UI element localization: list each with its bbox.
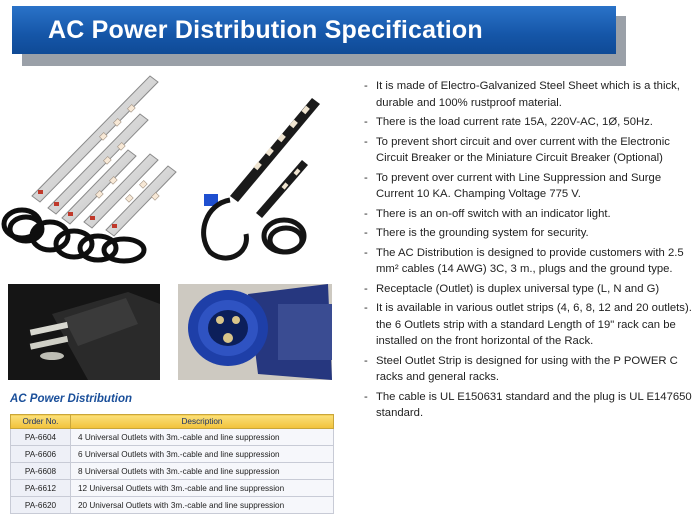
description-cell: 20 Universal Outlets with 3m.-cable and line suppression: [71, 497, 334, 514]
us-plug-photo: [8, 284, 160, 380]
product-table: [10, 414, 334, 514]
table-row: [11, 463, 334, 480]
spec-item: - It is made of Electro-Galvanized Steel Sheet which is a thick, durable and 100% rustproof material.: [362, 78, 696, 111]
order-no-header: Order No.: [11, 415, 71, 429]
description-cell: 6 Universal Outlets with 3m.-cable and line suppression: [71, 446, 334, 463]
spec-item: - Steel Outlet Strip is designed for using with the P POWER C racks and general racks.: [362, 353, 696, 386]
description-header: Description: [71, 415, 334, 429]
spec-item: - There is an on-off switch with an indicator light.: [362, 206, 696, 223]
table-row: [11, 497, 334, 514]
table-row: [11, 480, 334, 497]
vertical-pdu-photo: [186, 94, 332, 264]
table-header-row: [11, 415, 334, 429]
spec-item: - To prevent over current with Line Suppression and Surge Current 10 KA. Champing Voltage 775 V.: [362, 170, 696, 203]
table-row: [11, 446, 334, 463]
description-cell: 8 Universal Outlets with 3m.-cable and line suppression: [71, 463, 334, 480]
iec-plug-photo: [178, 284, 332, 380]
outlet-strip-photo: [0, 74, 180, 264]
order-no-cell: PA-6604: [11, 429, 71, 446]
spec-item: - It is available in various outlet strips (4, 6, 8, 12 and 20 outlets). the 6 Outlets strip with a standard Length of 19" rack can be installed on the front horizontal of the Rack.: [362, 300, 696, 350]
table-row: [11, 429, 334, 446]
spec-item: - The cable is UL E150631 standard and the plug is UL E147650 standard.: [362, 389, 696, 422]
spec-item: - There is the grounding system for security.: [362, 225, 696, 242]
table-title: AC Power Distribution: [10, 393, 133, 405]
order-no-cell: PA-6612: [11, 480, 71, 497]
description-cell: 12 Universal Outlets with 3m.-cable and line suppression: [71, 480, 334, 497]
spec-item: - The AC Distribution is designed to provide customers with 2.5 mm² cables (14 AWG) 3C, 3 m., plugs and the ground type.: [362, 245, 696, 278]
header-banner: [12, 6, 616, 54]
spec-item: - To prevent short circuit and over current with the Electronic Circuit Breaker or the Miniature Circuit Breaker (Optional): [362, 134, 696, 167]
page-title: AC Power Distribution Specification: [48, 15, 483, 44]
spec-item: - There is the load current rate 15A, 220V-AC, 1Ø, 50Hz.: [362, 114, 696, 131]
spec-item: - Receptacle (Outlet) is duplex universal type (L, N and G): [362, 281, 696, 298]
order-no-cell: PA-6620: [11, 497, 71, 514]
description-cell: 4 Universal Outlets with 3m.-cable and line suppression: [71, 429, 334, 446]
spec-list: [362, 78, 696, 425]
order-no-cell: PA-6608: [11, 463, 71, 480]
order-no-cell: PA-6606: [11, 446, 71, 463]
